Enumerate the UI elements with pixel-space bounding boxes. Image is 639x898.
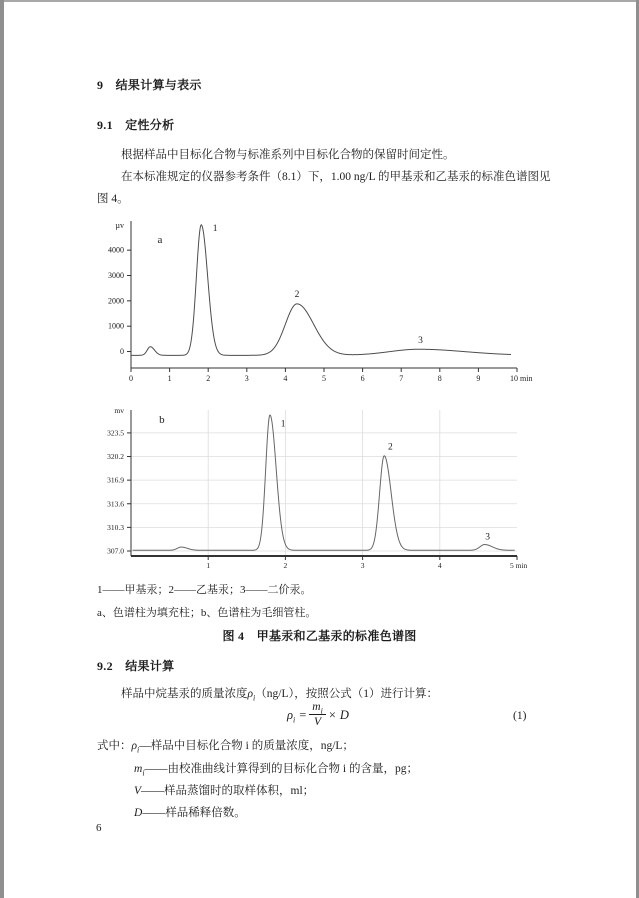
y-tick-label: 1000 bbox=[108, 321, 124, 331]
page-number: 6 bbox=[96, 822, 102, 834]
section-heading-9-1: 9.1 定性分析 bbox=[97, 118, 175, 132]
formula-denominator: V bbox=[314, 716, 322, 729]
x-axis-end-label: 5 min bbox=[510, 561, 528, 570]
figure-legend-peaks: 1——甲基汞；2——乙基汞；3——二价汞。 bbox=[97, 584, 312, 596]
y-tick-label: 316.9 bbox=[107, 475, 124, 485]
y-tick-label: 323.5 bbox=[107, 428, 124, 438]
figure-4-title: 图 4 甲基汞和乙基汞的标准色谱图 bbox=[222, 629, 417, 643]
y-axis-unit-label: mv bbox=[114, 406, 124, 415]
formula-times: × bbox=[328, 707, 336, 722]
calc-text-pre: 样品中烷基汞的质量浓度 bbox=[121, 688, 248, 700]
chromatogram-trace bbox=[133, 415, 515, 550]
d-symbol: D bbox=[134, 807, 143, 819]
formula-numerator: $m_i$ bbox=[309, 701, 326, 715]
x-tick-label: 4 bbox=[283, 374, 288, 383]
calc-text-post: （ng/L），按照公式（1）进行计算： bbox=[255, 688, 438, 700]
peak-label: 3 bbox=[418, 336, 423, 347]
formula-rhs: D bbox=[339, 707, 349, 722]
formula-equals: = bbox=[299, 707, 307, 722]
figure-legend-columns: a、色谱柱为填充柱；b、色谱柱为毛细管柱。 bbox=[97, 607, 317, 619]
x-tick-label: 4 bbox=[437, 561, 442, 570]
rho-symbol: $\rho_i$ bbox=[131, 740, 140, 755]
peak-label: 2 bbox=[294, 289, 300, 300]
peak-label: 1 bbox=[280, 419, 286, 430]
x-tick-label: 5 bbox=[322, 374, 326, 383]
peak-label: 3 bbox=[485, 532, 491, 543]
formula-1 bbox=[287, 701, 349, 729]
y-axis-unit-label: µv bbox=[115, 221, 124, 230]
x-tick-label: 1 bbox=[167, 374, 172, 383]
page-left-edge bbox=[0, 0, 4, 898]
peak-label: 1 bbox=[212, 224, 218, 235]
x-tick-label: 9 bbox=[476, 374, 481, 383]
chromatogram-b-plot bbox=[96, 398, 544, 574]
rho-symbol: $\rho_i$ bbox=[247, 688, 256, 703]
y-tick-label: 313.6 bbox=[107, 499, 124, 509]
y-tick-label: 2000 bbox=[108, 296, 124, 306]
paragraph-conditions-line2: 图 4。 bbox=[97, 193, 129, 205]
chromatogram-a-plot bbox=[96, 211, 544, 389]
chromatogram-a bbox=[96, 211, 544, 394]
section-heading-9-2: 9.2 结果计算 bbox=[97, 659, 175, 673]
where-item-v: V——样品蒸馏时的取样体积，ml； bbox=[134, 785, 315, 797]
panel-label: b bbox=[159, 413, 165, 426]
page-top-edge bbox=[0, 0, 639, 2]
where-item-m: $m_i——$由校准曲线计算得到的目标化合物 i 的含量，pg； bbox=[134, 763, 418, 778]
peak-label: 2 bbox=[388, 442, 393, 453]
x-tick-label: 8 bbox=[437, 374, 442, 383]
equation-number: (1) bbox=[513, 710, 527, 722]
y-tick-label: 3000 bbox=[108, 270, 124, 280]
v-symbol: V bbox=[134, 785, 142, 797]
chromatogram-trace bbox=[131, 225, 511, 356]
where-item-d: D——样品稀释倍数。 bbox=[134, 807, 246, 819]
m-symbol: $m_i$ bbox=[134, 763, 145, 778]
paragraph-calculation bbox=[121, 685, 438, 701]
x-tick-label: 3 bbox=[244, 374, 249, 383]
y-tick-label: 310.3 bbox=[107, 522, 124, 532]
formula-fraction bbox=[309, 701, 326, 729]
y-tick-label: 0 bbox=[120, 347, 124, 357]
x-tick-label: 1 bbox=[206, 561, 211, 570]
x-axis-end-label: 10 min bbox=[510, 374, 533, 383]
x-tick-label: 2 bbox=[283, 561, 288, 570]
section-heading-9: 9 结果计算与表示 bbox=[97, 78, 202, 92]
x-tick-label: 7 bbox=[399, 374, 404, 383]
paragraph-conditions-line1: 在本标准规定的仪器参考条件（8.1）下，1.00 ng/L 的甲基汞和乙基汞的标准色谱图见 bbox=[121, 171, 551, 183]
where-label: 式中： bbox=[97, 740, 132, 752]
x-tick-label: 0 bbox=[129, 374, 133, 383]
where-item-rho: 式中：$\rho_i—$样品中目标化合物 i 的质量浓度，ng/L； bbox=[97, 740, 354, 755]
y-tick-label: 4000 bbox=[108, 245, 124, 255]
formula-lhs: $\rho_i$ bbox=[287, 707, 296, 725]
chromatogram-b bbox=[96, 398, 544, 579]
y-tick-label: 320.2 bbox=[107, 452, 124, 462]
x-tick-label: 2 bbox=[206, 374, 211, 383]
x-tick-label: 3 bbox=[360, 561, 365, 570]
paragraph-qualitative: 根据样品中目标化合物与标准系列中目标化合物的保留时间定性。 bbox=[121, 149, 455, 161]
x-tick-label: 6 bbox=[360, 374, 365, 383]
y-tick-label: 307.0 bbox=[107, 546, 124, 556]
panel-label: a bbox=[157, 234, 163, 247]
